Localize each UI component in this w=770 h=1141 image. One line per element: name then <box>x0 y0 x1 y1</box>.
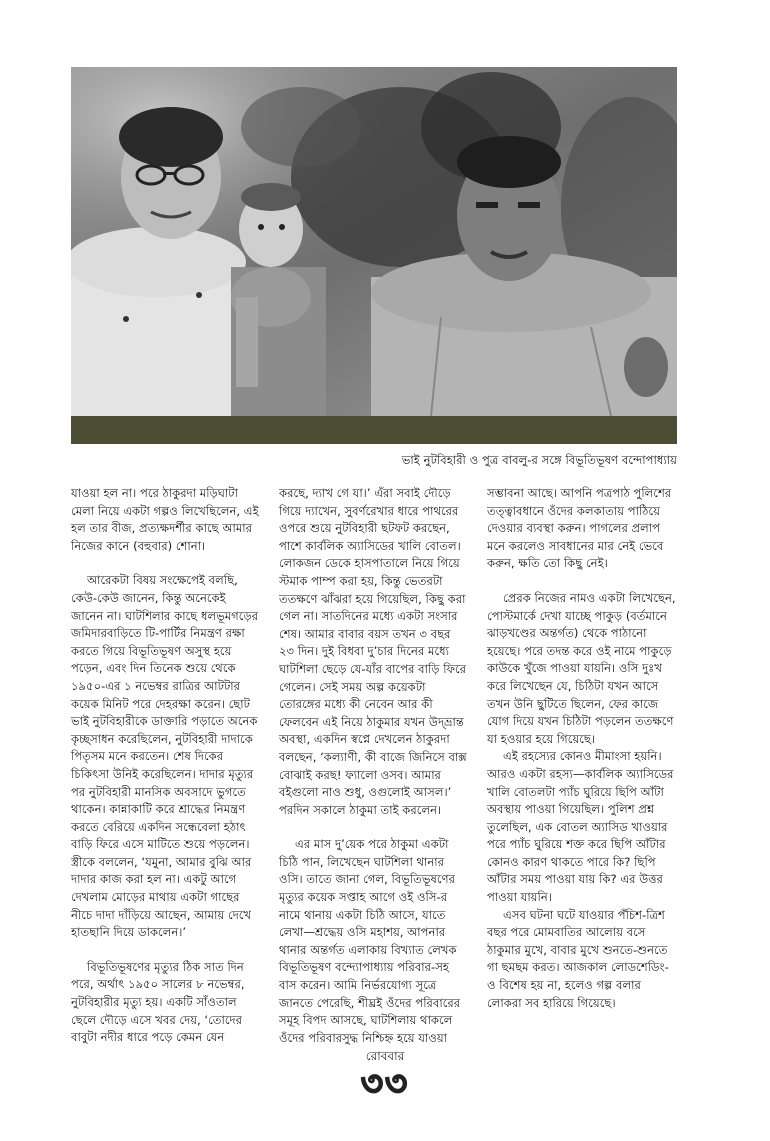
paragraph: যাওয়া হল না। পরে ঠাকুরদা মড়িঘাটা মেলা নিয়ে একটা গল্পও লিখেছিলেন, এই হল তার বীজ, প্রত্যক্ষদর্শীর কাছে আমার নিজের কানে (বহুবার) শোনা। <box>71 486 259 553</box>
paragraph: এসব ঘটনা ঘটে যাওয়ার পঁচিশ-ত্রিশ বছর পরে মোমবাতির আলোয় বসে ঠাকুমার মুখে, বাবার মুখে শুনতে-শুনতে গা ছমছম করত। আজকাল লোডশেডিং-ও বিশেষ হয় না, হলেও গল্প বলার লোকরা সব হারিয়ে গিয়েছে। <box>487 907 669 1010</box>
paragraph: এই রহস্যের কোনও মীমাংসা হয়নি। আরও একটা রহস্য—কার্বলিক অ্যাসিডের খালি বোতলটা প্যাঁচ ঘুরিয়ে ছিপি আঁটা অবস্থায় পাওয়া গিয়েছিল। পুলিশ প্রশ্ন তুলেছিল, এক বোতল অ্যাসিড খাওয়ার পরে প্যাঁচ ঘুরিয়ে শক্ত করে ছিপি আঁটার কোনও কারণ থাকতে পারে কি? ছিপি আঁটার সময় পাওয়া যায় কি? এর উত্তর পাওয়া যায়নি। <box>487 749 674 905</box>
paragraph: এর মাস দু’য়েক পরে ঠাকুমা একটা চিঠি পান, লিখেছেন ঘাটশিলা থানার ওসি। তাতে জানা গেল, বিভূতিভূষণের মৃত্যুর কয়েক সপ্তাহ আগে ওই ওসি-র নামে থানায় একটা চিঠি আসে, যাতে লেখা—শ্রদ্ধেয় ওসি মহাশয়, আপনার থানার অন্তর্গত এলাকায় বিখ্যাত লেখক বিভূতিভূষণ বন্দ্যোপাধ্যায় পরিবার-সহ বাস করেন। আমি নির্ভরযোগ্য সূত্রে জানতে পেরেছি, শীঘ্রই ওঁদের পরিবারের সমূহ বিপদ আসছে, ঘাটশিলায় থাকলে ওঁদের পরিবারসুদ্ধ নিশ্চিহ্ন হয়ে যাওয়া <box>279 837 461 1045</box>
photo-caption: ভাই নুটবিহারী ও পুত্র বাবলু-র সঙ্গে বিভূতিভূষণ বন্দোপাধ্যায় <box>401 453 677 467</box>
paragraph: বিভূতিভূষণের মৃত্যুর ঠিক সাত দিন পরে, অর্থাৎ ১৯৫০ সালের ৮ নভেম্বর, নুটবিহারীর মৃত্যু হয়। একটি সাঁওতাল ছেলে দৌড়ে এসে খবর দেয়, ‘তোদের বাবুটা নদীর ধারে পড়ে কেমন যেন <box>71 959 245 1045</box>
photo-bottom-strip <box>71 416 677 444</box>
magazine-name: রোববার <box>365 1049 405 1063</box>
photo-illustration <box>71 67 677 416</box>
column-3 <box>487 485 677 1035</box>
article-body <box>71 485 677 1045</box>
paragraph: আরেকটা বিষয় সংক্ষেপেই বলছি, কেউ-কেউ জানেন, কিন্তু অনেকেই জানেন না। ঘাটশিলার কাছে ধলভূমগড়ের জমিদারবাড়িতে টি-পার্টির নিমন্ত্রণ রক্ষা করতে গিয়ে বিভূতিভূষণ অসুস্থ হয়ে পড়েন, এবং দিন তিনেক শুয়ে থেকে ১৯৫০-এর ১ নভেম্বর রাত্রির আটটার কয়েক মিনিট পরে দেহরক্ষা করেন। ছোট ভাই নুটবিহারীকে ডাক্তারি পড়াতে অনেক কৃচ্ছসাধন করেছিলেন, নুটবিহারী দাদাকে পিতৃসম মনে করতেন। শেষ দিকের চিকিৎসা উনিই করেছিলেন। দাদার মৃত্যুর পর নুটবিহারী মানসিক অবসাদে ভুগতে থাকেন। কান্নাকাটি করে শ্রাদ্ধের নিমন্ত্রণ করতে বেরিয়ে একদিন সন্ধেবেলা হঠাৎ বাড়ি ফিরে এসে মাটিতে শুয়ে পড়লেন। স্ত্রীকে বললেন, ‘যমুনা, আমার বুঝি আর দাদার কাজ করা হল না। একটু আগে দেখলাম মোড়ের মাথায় একটা গাছের নীচে দাদা দাঁড়িয়ে আছেন, আমায় দেখে হাতছানি দিয়ে ডাকলেন।’ <box>71 573 259 940</box>
paragraph: সম্ভাবনা আছে। আপনি পত্রপাঠ পুলিশের তত্ত্বাবধানে ওঁদের কলকাতায় পাঠিয়ে দেওয়ার ব্যবস্থা করুন। পাগলের প্রলাপ মনে করলেও সাবধানের মার নেই ভেবে করুন, ক্ষতি তো কিছু নেই। <box>487 486 672 571</box>
column-2 <box>279 485 469 1045</box>
paragraph: প্রেরক নিজের নামও একটা লিখেছেন, পোস্টমার্কে দেখা যাচ্ছে পাকুড় (বর্তমানে ঝাড়খণ্ডের অন্তর্গত) থেকে পাঠানো হয়েছে। পরে তদন্ত করে ওই নামে পাকুড়ে কাউকে খুঁজে পাওয়া যায়নি। ওসি দুঃখ করে লিখেছেন যে, চিঠিটা যখন আসে তখন উনি ছুটিতে ছিলেন, ফের কাজে যোগ দিয়ে যখন চিঠিটা পড়লেন ততক্ষণে যা হওয়ার হয়ে গিয়েছে। <box>487 590 676 746</box>
paragraph: করছে, দ্যাখ গে যা।’ এঁরা সবাই দৌড়ে গিয়ে দ্যাখেন, সুবর্ণরেখার ধারে পাথরের ওপরে শুয়ে নুটবিহারী ছটফট করছেন, পাশে কার্বলিক অ্যাসিডের খালি বোতল। লোকজন ডেকে হাসপাতালে নিয়ে গিয়ে স্টমাক পাম্প করা হয়, কিন্তু ভেতরটা ততক্ষণে ঝাঁঝরা হয়ে গিয়েছিল, কিছু করা গেল না। সাতদিনের মধ্যে একটা সংসার শেষ। আমার বাবার বয়স তখন ৩ বছর ২৩ দিন। দুই বিধবা দু’চার দিনের মধ্যে ঘাটশিলা ছেড়ে যে-যাঁর বাপের বাড়ি ফিরে গেলেন। সেই সময় অল্প কয়েকটা তোরঙ্গের মধ্যে কী নেবেন আর কী ফেলবেন এই নিয়ে ঠাকুমার যখন উদ্‌ভ্রান্ত অবস্থা, একদিন স্বপ্নে দেখলেন ঠাকুরদা বলছেন, ‘কল্যাণী, কী বাজে জিনিসে বাক্স বোঝাই করছ! ফ্যালো ওসব। আমার বইগুলো নাও শুধু, ওগুলোই আসল।’ পরদিন সকালে ঠাকুমা তাই করলেন। <box>279 486 467 817</box>
photo <box>71 67 677 416</box>
page-number: ৩৩ <box>360 1064 410 1104</box>
column-1 <box>71 485 261 1045</box>
